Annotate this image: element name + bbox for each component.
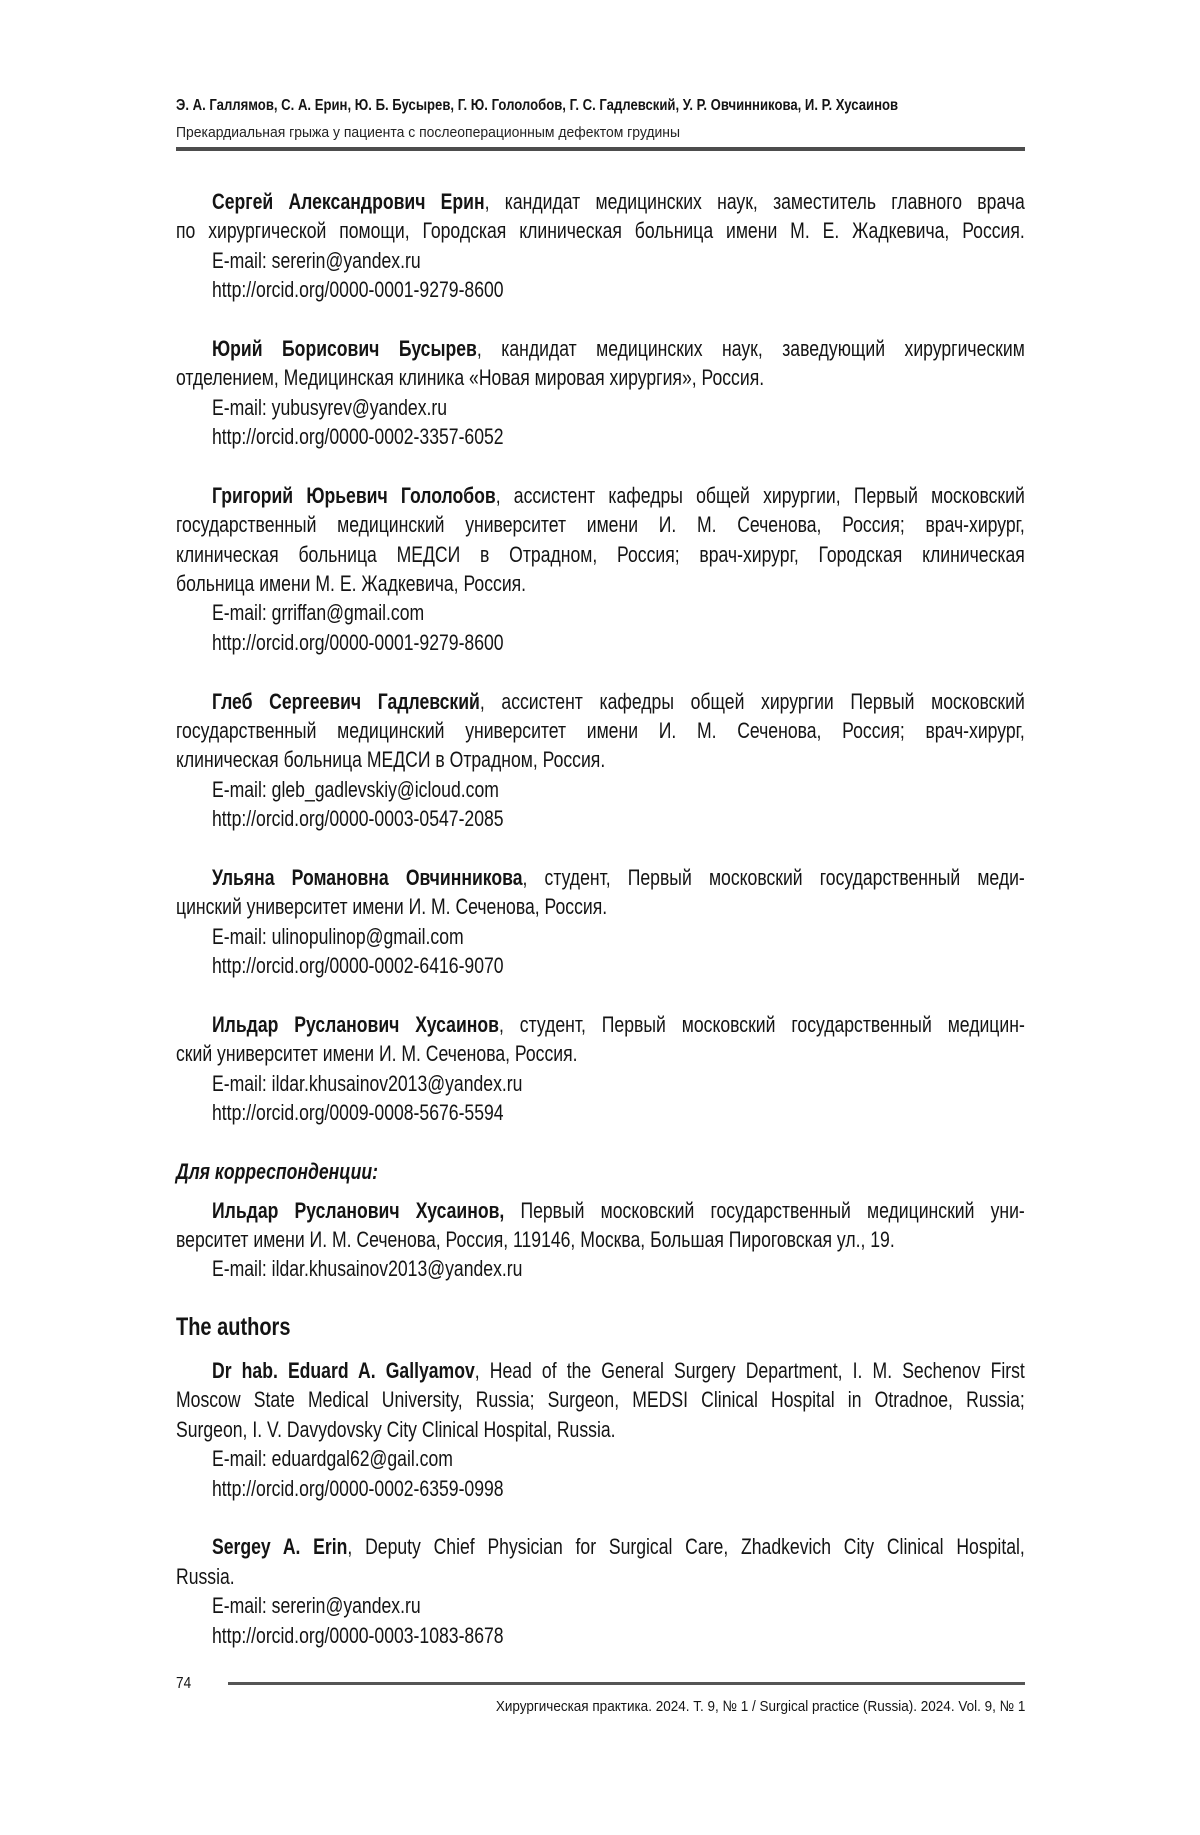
- affiliation-text: , ассистент кафедры общей хирургии Первый московский: [479, 688, 1025, 714]
- author-name: Глеб Сергеевич Гадлевский: [212, 688, 480, 714]
- author-email: [176, 598, 1025, 627]
- email-address[interactable]: ildar.khusainov2013@yandex.ru: [271, 1256, 523, 1282]
- author-name: Ильдар Русланович Хусаинов: [212, 1011, 499, 1037]
- author-name: Dr hab. Eduard A. Gallyamov: [212, 1358, 475, 1384]
- page-number: 74: [176, 1675, 192, 1692]
- author-affiliation-line: Moscow State Medical University, Russia; Surgeon, MEDSI Clinical Hospital in Otradnoe, Russia;: [176, 1387, 1025, 1413]
- author-entry: [176, 481, 1025, 657]
- author-name: Сергей Александрович Ерин: [212, 189, 485, 214]
- author-orcid[interactable]: http://orcid.org/0009-0008-5676-5594: [212, 1100, 504, 1126]
- author-affiliation-line: государственный медицинский университет имени И. М. Сеченова, Россия; врач-хирург,: [176, 512, 1025, 538]
- correspondence-text: Первый московский государственный медицинский уни-: [504, 1197, 1025, 1223]
- author-entry: [176, 863, 1025, 981]
- footer-journal-citation: Хирургическая практика. 2024. Т. 9, № 1 / Surgical practice (Russia). 2024. Vol. 9, № 1: [495, 1698, 1025, 1715]
- author-orcid[interactable]: http://orcid.org/0000-0001-9279-8600: [212, 277, 504, 303]
- affiliation-text: , Deputy Chief Physician for Surgical Care, Zhadkevich City Clinical Hospital,: [347, 1534, 1025, 1560]
- author-affiliation-line: [176, 863, 1025, 892]
- affiliation-text: , кандидат медицинских наук, заведующий хирургическим: [476, 335, 1025, 361]
- correspondence-address-line: [176, 1196, 1025, 1225]
- author-affiliation-line: [176, 687, 1025, 716]
- author-affiliation-line: Surgeon, I. V. Davydovsky City Clinical Hospital, Russia.: [176, 1416, 616, 1442]
- author-email: [176, 1591, 1025, 1620]
- author-affiliation-line: больница имени М. Е. Жадкевича, Россия.: [176, 571, 527, 597]
- section-heading-the-authors: The authors: [176, 1312, 291, 1341]
- author-affiliation-line: по хирургической помощи, Городская клиническая больница имени М. Е. Жадкевича, Россия.: [176, 218, 1025, 244]
- affiliation-text: , ассистент кафедры общей хирургии, Первый московский: [495, 482, 1025, 508]
- author-affiliation-line: цинский университет имени И. М. Сеченова, Россия.: [176, 894, 608, 920]
- author-affiliation-line: отделением, Медицинская клиника «Новая мировая хирургия», Россия.: [176, 365, 765, 391]
- running-header-title: Прекардиальная грыжа у пациента с послеоперационным дефектом грудины: [176, 124, 681, 141]
- author-name: Юрий Борисович Бусырев: [212, 335, 477, 361]
- author-orcid[interactable]: http://orcid.org/0000-0002-6416-9070: [212, 953, 504, 979]
- email-address[interactable]: sererin@yandex.ru: [271, 247, 421, 273]
- email-address[interactable]: ildar.khusainov2013@yandex.ru: [271, 1070, 523, 1096]
- author-affiliation-line: [176, 334, 1025, 363]
- affiliation-text: , студент, Первый московский государственный меди-: [522, 864, 1025, 890]
- correspondence-heading: Для корреспонденции:: [176, 1158, 379, 1184]
- author-orcid[interactable]: http://orcid.org/0000-0002-6359-0998: [212, 1475, 504, 1501]
- author-affiliation-line: государственный медицинский университет имени И. М. Сеченова, Россия; врач-хирург,: [176, 718, 1025, 744]
- correspondence-address-line: верситет имени И. М. Сеченова, Россия, 119146, Москва, Большая Пироговская ул., 19.: [176, 1226, 895, 1252]
- header-rule: [176, 147, 1025, 151]
- author-entry: [176, 334, 1025, 452]
- email-label: E-mail:: [212, 394, 267, 420]
- author-name: Григорий Юрьевич Гололобов: [212, 482, 496, 508]
- author-affiliation-line: [176, 1010, 1025, 1039]
- author-affiliation-line: ский университет имени И. М. Сеченова, Россия.: [176, 1041, 578, 1067]
- author-name: Sergey A. Erin: [212, 1534, 348, 1560]
- correspondence-email: [176, 1254, 1025, 1283]
- author-affiliation-line: Russia.: [176, 1563, 235, 1589]
- author-email: [176, 393, 1025, 422]
- affiliation-text: , Head of the General Surgery Department, I. M. Sechenov First: [474, 1358, 1025, 1384]
- author-orcid[interactable]: http://orcid.org/0000-0001-9279-8600: [212, 629, 504, 655]
- author-entry: [176, 1010, 1025, 1128]
- author-email: [176, 1444, 1025, 1473]
- author-orcid[interactable]: http://orcid.org/0000-0003-0547-2085: [212, 806, 504, 832]
- affiliation-text: , кандидат медицинских наук, заместитель главного врача: [484, 189, 1025, 214]
- email-label: E-mail:: [212, 247, 267, 273]
- email-address[interactable]: ulinopulinop@gmail.com: [271, 923, 464, 949]
- author-entry: [176, 1356, 1025, 1503]
- author-orcid[interactable]: http://orcid.org/0000-0003-1083-8678: [212, 1622, 504, 1648]
- author-affiliation-line: [176, 187, 1025, 216]
- author-affiliation-line: [176, 1356, 1025, 1385]
- email-label: E-mail:: [212, 1070, 267, 1096]
- author-email: [176, 1069, 1025, 1098]
- author-entry: [176, 1532, 1025, 1650]
- email-address[interactable]: sererin@yandex.ru: [271, 1593, 421, 1619]
- author-email: [176, 922, 1025, 951]
- author-name: Ульяна Романовна Овчинникова: [212, 864, 523, 890]
- affiliation-text: , студент, Первый московский государственный медицин-: [498, 1011, 1025, 1037]
- correspondence-entry: [176, 1196, 1025, 1284]
- author-entry: [176, 187, 1025, 305]
- author-orcid[interactable]: http://orcid.org/0000-0002-3357-6052: [212, 424, 504, 450]
- author-affiliation-line: клиническая больница МЕДСИ в Отрадном, Россия.: [176, 747, 606, 773]
- correspondence-name: Ильдар Русланович Хусаинов,: [212, 1197, 505, 1223]
- author-entry: [176, 687, 1025, 834]
- footer-rule: [228, 1682, 1025, 1685]
- author-affiliation-line: [176, 481, 1025, 510]
- email-label: E-mail:: [212, 1256, 267, 1282]
- author-affiliation-line: клиническая больница МЕДСИ в Отрадном, Россия; врач-хирург, Городская клиническая: [176, 541, 1025, 567]
- author-affiliation-line: [176, 1532, 1025, 1561]
- author-email: [176, 246, 1025, 275]
- email-label: E-mail:: [212, 1593, 267, 1619]
- email-label: E-mail:: [212, 923, 267, 949]
- running-header-authors: Э. А. Галлямов, С. А. Ерин, Ю. Б. Бусырев, Г. Ю. Гололобов, Г. С. Гадлевский, У. Р. Овчинникова, И. Р. Хусаинов: [176, 97, 899, 114]
- email-address[interactable]: grriffan@gmail.com: [271, 600, 425, 626]
- email-address[interactable]: eduardgal62@gail.com: [271, 1446, 453, 1472]
- author-email: [176, 775, 1025, 804]
- email-label: E-mail:: [212, 1446, 267, 1472]
- email-address[interactable]: yubusyrev@yandex.ru: [271, 394, 448, 420]
- main-content: [176, 187, 1025, 1650]
- email-label: E-mail:: [212, 776, 267, 802]
- email-address[interactable]: gleb_gadlevskiy@icloud.com: [271, 776, 499, 802]
- email-label: E-mail:: [212, 600, 267, 626]
